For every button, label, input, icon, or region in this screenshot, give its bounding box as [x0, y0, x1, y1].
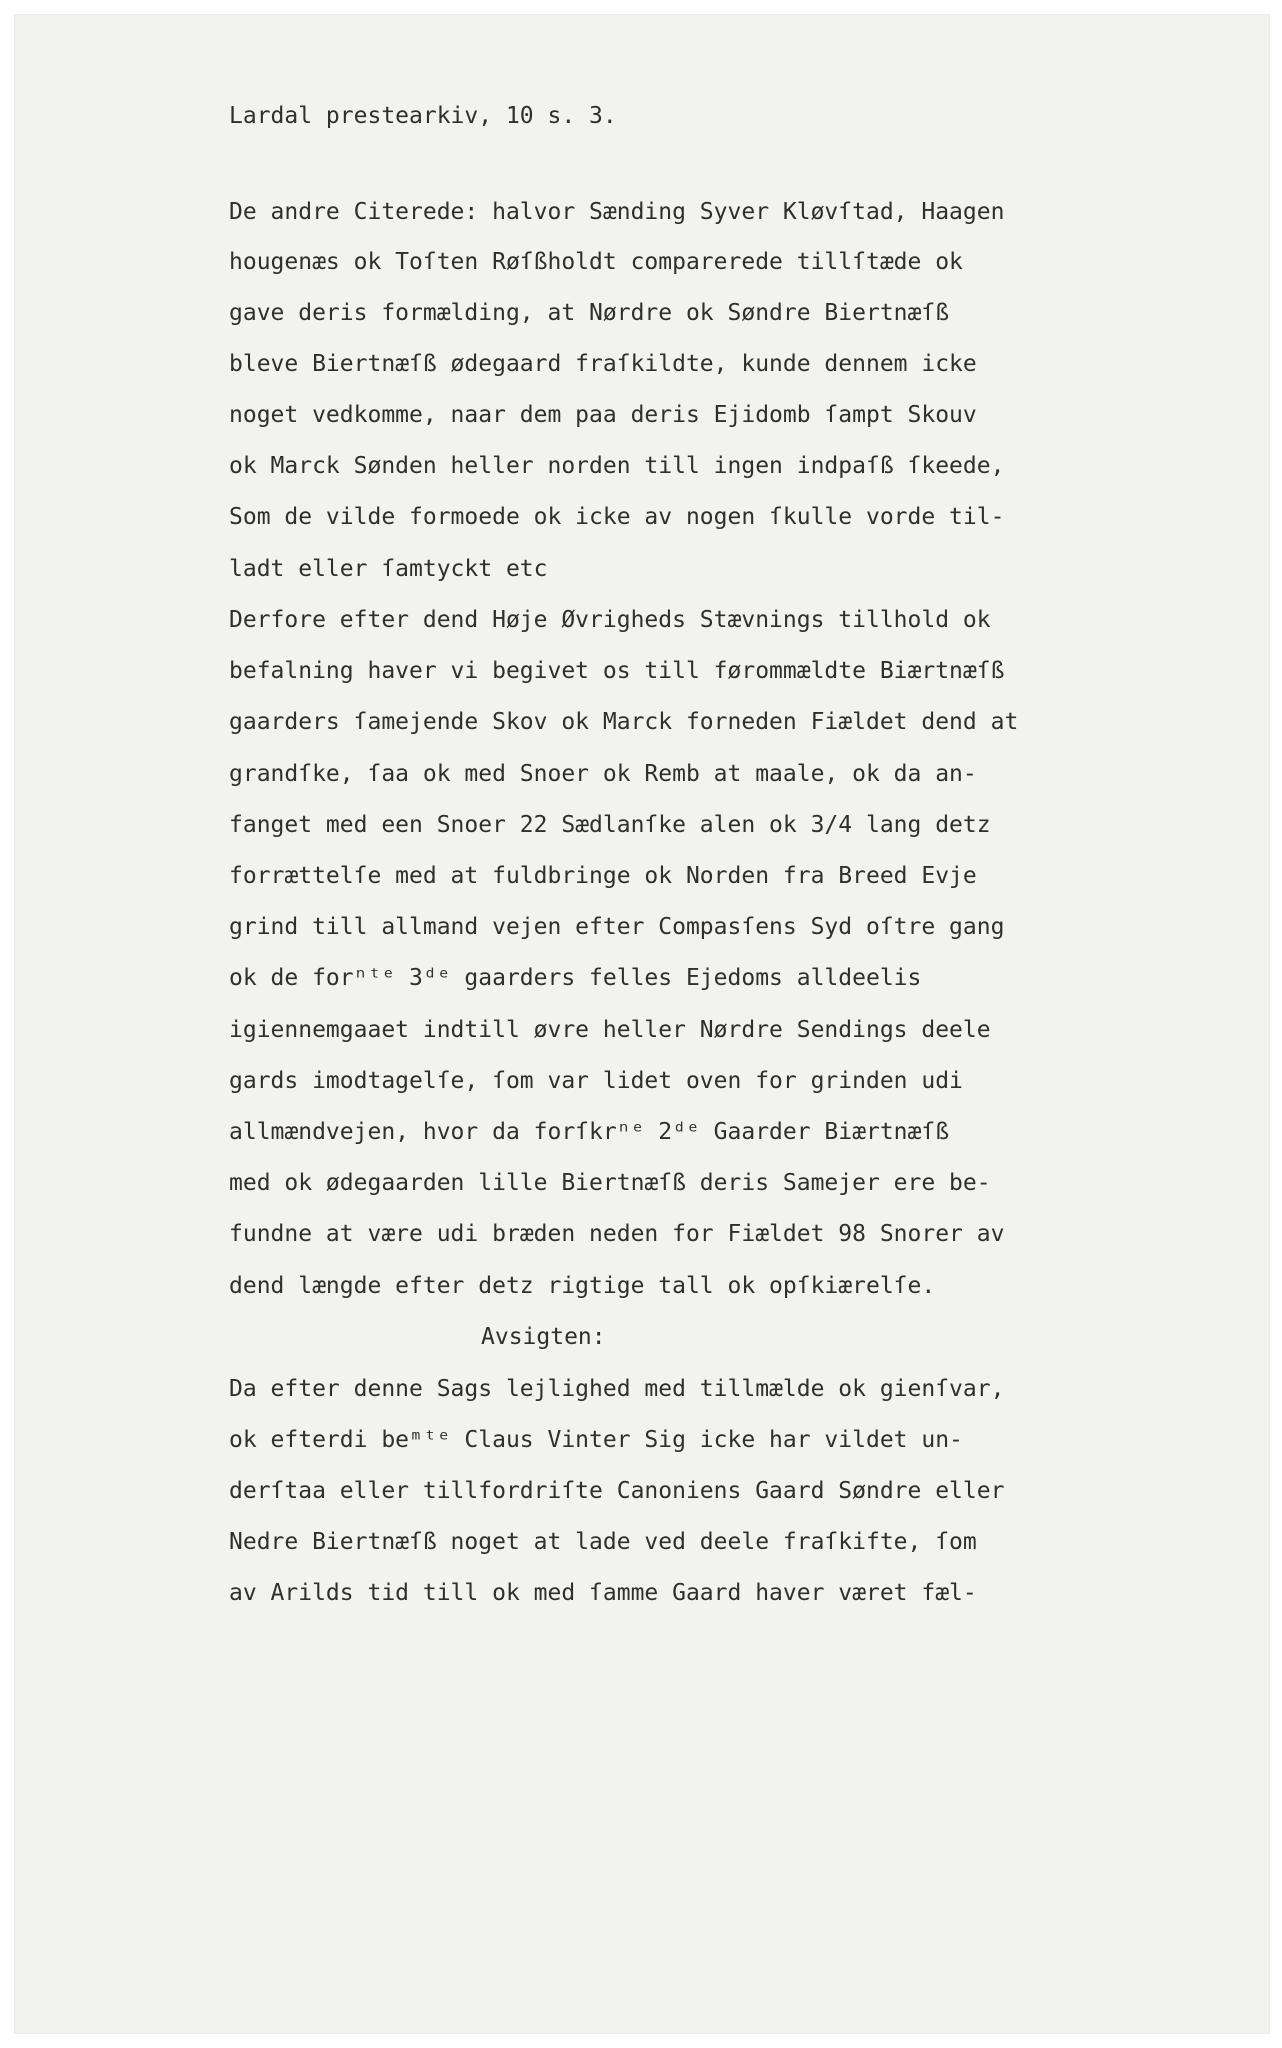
- text-line-1: De andre Citerede: halvor Sænding Syver Kløvſtad, Haagen: [229, 199, 1005, 225]
- text-line-24: ok efterdi beᵐᵗᵉ Claus Vinter Sig icke har vildet un-: [229, 1427, 963, 1453]
- text-line-19: allmændvejen, hvor da forſkrⁿᵉ 2ᵈᵉ Gaarder Biærtnæſß: [229, 1119, 950, 1145]
- text-line-22: dend længde efter detz rigtige tall ok opſkiærelſe.: [229, 1273, 936, 1299]
- text-line-9: Derfore efter dend Høje Øvrigheds Stævnings tillhold ok: [229, 607, 991, 633]
- document-page: [14, 14, 1270, 2034]
- text-line-20: med ok ødegaarden lille Biertnæſß deris Samejer ere be-: [229, 1170, 991, 1196]
- text-line-12: grandſke, ſaa ok med Snoer ok Remb at maale, ok da an-: [229, 761, 977, 787]
- text-line-26: Nedre Biertnæſß noget at lade ved deele fraſkifte, ſom: [229, 1529, 977, 1555]
- text-line-4: bleve Biertnæſß ødegaard fraſkildte, kunde dennem icke: [229, 351, 977, 377]
- text-line-14: forrættelſe med at fuldbringe ok Norden fra Breed Evje: [229, 863, 977, 889]
- text-line-23: Da efter denne Sags lejlighed med tillmælde ok gienſvar,: [229, 1376, 1005, 1402]
- text-line-8: ladt eller ſamtyckt etc: [229, 556, 548, 582]
- text-line-13: fanget med een Snoer 22 Sædlanſke alen ok 3/4 lang detz: [229, 812, 991, 838]
- text-line-10: befalning haver vi begivet os till førommældte Biærtnæſß: [229, 658, 1005, 684]
- text-line-27: av Arilds tid till ok med ſamme Gaard haver været fæl-: [229, 1580, 977, 1606]
- text-line-17: igiennemgaaet indtill øvre heller Nørdre Sendings deele: [229, 1017, 991, 1043]
- page-header: Lardal prestearkiv, 10 s. 3.: [229, 103, 617, 129]
- text-line-25: derſtaa eller tillfordriſte Canoniens Gaard Søndre eller: [229, 1478, 1005, 1504]
- text-line-18: gards imodtagelſe, ſom var lidet oven for grinden udi: [229, 1068, 963, 1094]
- text-line-3: gave deris formælding, at Nørdre ok Søndre Biertnæſß: [229, 300, 950, 326]
- text-line-11: gaarders ſamejende Skov ok Marck forneden Fiældet dend at: [229, 709, 1019, 735]
- text-line-6: ok Marck Sønden heller norden till ingen indpaſß ſkeede,: [229, 453, 1005, 479]
- text-line-2: hougenæs ok Toſten Røſßholdt comparerede tillſtæde ok: [229, 249, 963, 275]
- text-line-5: noget vedkomme, naar dem paa deris Ejidomb ſampt Skouv: [229, 402, 977, 428]
- text-line-15: grind till allmand vejen efter Compasſens Syd oſtre gang: [229, 914, 1005, 940]
- text-line-16: ok de forⁿᵗᵉ 3ᵈᵉ gaarders felles Ejedoms alldeelis: [229, 965, 922, 991]
- section-heading: Avsigten:: [481, 1324, 606, 1350]
- text-line-21: fundne at være udi bræden neden for Fiældet 98 Snorer av: [229, 1221, 1005, 1247]
- text-line-7: Som de vilde formoede ok icke av nogen ſkulle vorde til-: [229, 504, 1005, 530]
